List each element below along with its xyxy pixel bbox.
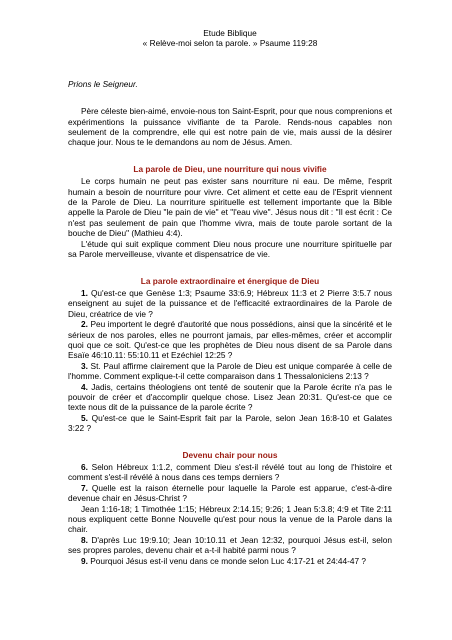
prayer-invitation: Prions le Seigneur.	[68, 78, 138, 89]
section-title-nourriture: La parole de Dieu, une nourriture qui nous vivifie	[133, 163, 327, 174]
question-number: 4.	[81, 381, 88, 392]
question-number: 5.	[81, 412, 88, 423]
question-number: 3.	[81, 360, 88, 371]
question-9	[68, 556, 392, 566]
question-text: Jadis, certains théologiens ont tenté de soutenir que la Parole écrite n'a pas le pouvoir de créer et d'accomplir quelque chose. Lisez Jean 20:31. Qu'est-ce que ce texte nous dit de la puissance de la parole écrite ?	[68, 381, 392, 413]
section-title-parole-extraordinaire: La parole extraordinaire et énergique de Dieu	[140, 275, 320, 286]
question-number: 1.	[81, 287, 88, 298]
question-text: Peu importent le degré d'autorité que nous possédions, ainsi que la sincérité et le sérieux de nos paroles, elles ne pourront jamais, par elles-mêmes, créer et accomplir quoi que ce soit. Qu'est-ce que les prophètes de Dieu nous disent de sa Parole dans Esaïe 46:10.11: 55:10.11 et Ezéchiel 12:25 ?	[68, 319, 392, 361]
question-text: Qu'est-ce que le Saint-Esprit fait par la Parole, selon Jean 16:8-10 et Galates 3:22 ?	[68, 412, 392, 434]
question-text: Qu'est-ce que Genèse 1:3; Psaume 33:6.9; Hébreux 11:3 et 2 Pierre 3:5.7 nous enseignent au sujet de la puissance et de l'efficacité extraordinaires de la Parole de Dieu, créatrice de vie ?	[68, 287, 392, 319]
opening-prayer: Père céleste bien-aimé, envoie-nous ton Saint-Esprit, pour que nous comprenions et expérimentions la puissance vivifiante de ta Parole. Rends-nous capables non seulement de la comprendre, elle qui est notre pain de vie, mais aussi de la désirer chaque jour. Nous te le demandons au nom de Jésus. Amen.	[68, 106, 392, 148]
question-7-references	[68, 504, 392, 535]
question-4	[68, 382, 392, 413]
question-number: 6.	[81, 462, 88, 472]
question-text: St. Paul affirme clairement que la Parole de Dieu est unique comparée à celle de l'homme. Comment explique-t-il cette comparaison dans 1 Thessaloniciens 2:13 ?	[68, 360, 392, 382]
question-number: 7.	[81, 482, 88, 493]
document-body	[68, 25, 392, 566]
question-3	[68, 361, 392, 382]
question-text: Selon Hébreux 1:1.2, comment Dieu s'est-il révélé tout au long de l'histoire et comment s'est-il révélé à nous dans ces temps derniers ?	[68, 462, 392, 483]
section1-paragraph-1: Le corps humain ne peut pas exister sans nourriture ni eau. De même, l'esprit humain a besoin de nourriture pour vivre. Cet aliment et cette eau de l'Esprit viennent de la Parole de Dieu. La nourriture spirituelle est tellement importante que la Bible appelle la Parole de Dieu "le pain de vie" et "l'eau vive". Jésus nous dit : "Il est écrit : Ce n'est pas seulement de pain que l'homme vivra, mais de toute parole sortant de la bouche de Dieu" (Mathieu 4:4).	[68, 176, 392, 239]
question-8	[68, 535, 392, 556]
question-6	[68, 462, 392, 483]
section1-paragraph-2: L'étude qui suit explique comment Dieu nous procure une nourriture spirituelle par sa Parole merveilleuse, vivante et dispensatrice de vie.	[68, 238, 392, 260]
question-text: Quelle est la raison éternelle pour laquelle la Parole est apparue, c'est-à-dire devenue chair en Jésus-Christ ?	[68, 482, 392, 504]
question-number: 8.	[81, 534, 88, 545]
question-2	[68, 319, 392, 361]
document-subtitle: « Relève-moi selon ta parole. » Psaume 119:28	[142, 38, 318, 49]
question-1	[68, 288, 392, 319]
section-title-devenu-chair: Devenu chair pour nous	[182, 449, 278, 460]
question-number: 2.	[81, 319, 88, 330]
question-text: D'après Luc 19:9.10; Jean 10:10.11 et Jean 12:32, pourquoi Jésus est-il, selon ses propres paroles, devenu chair et a-t-il habité parmi nous ?	[68, 534, 392, 556]
question-text: Pourquoi Jésus est-il venu dans ce monde selon Luc 4:17-21 et 24:44-47 ?	[87, 555, 367, 566]
question-5	[68, 413, 392, 434]
question-7	[68, 483, 392, 504]
question-number: 9.	[81, 555, 88, 566]
document-title: Etude Biblique	[203, 28, 257, 38]
question-text: Jean 1:16-18; 1 Timothée 1:15; Hébreux 2:14.15; 9:26; 1 Jean 5:3.8; 4:9 et Tite 2:11 nous expliquent cette Bonne Nouvelle qu'est pour nous la venue de la Parole dans la chair.	[68, 503, 392, 535]
